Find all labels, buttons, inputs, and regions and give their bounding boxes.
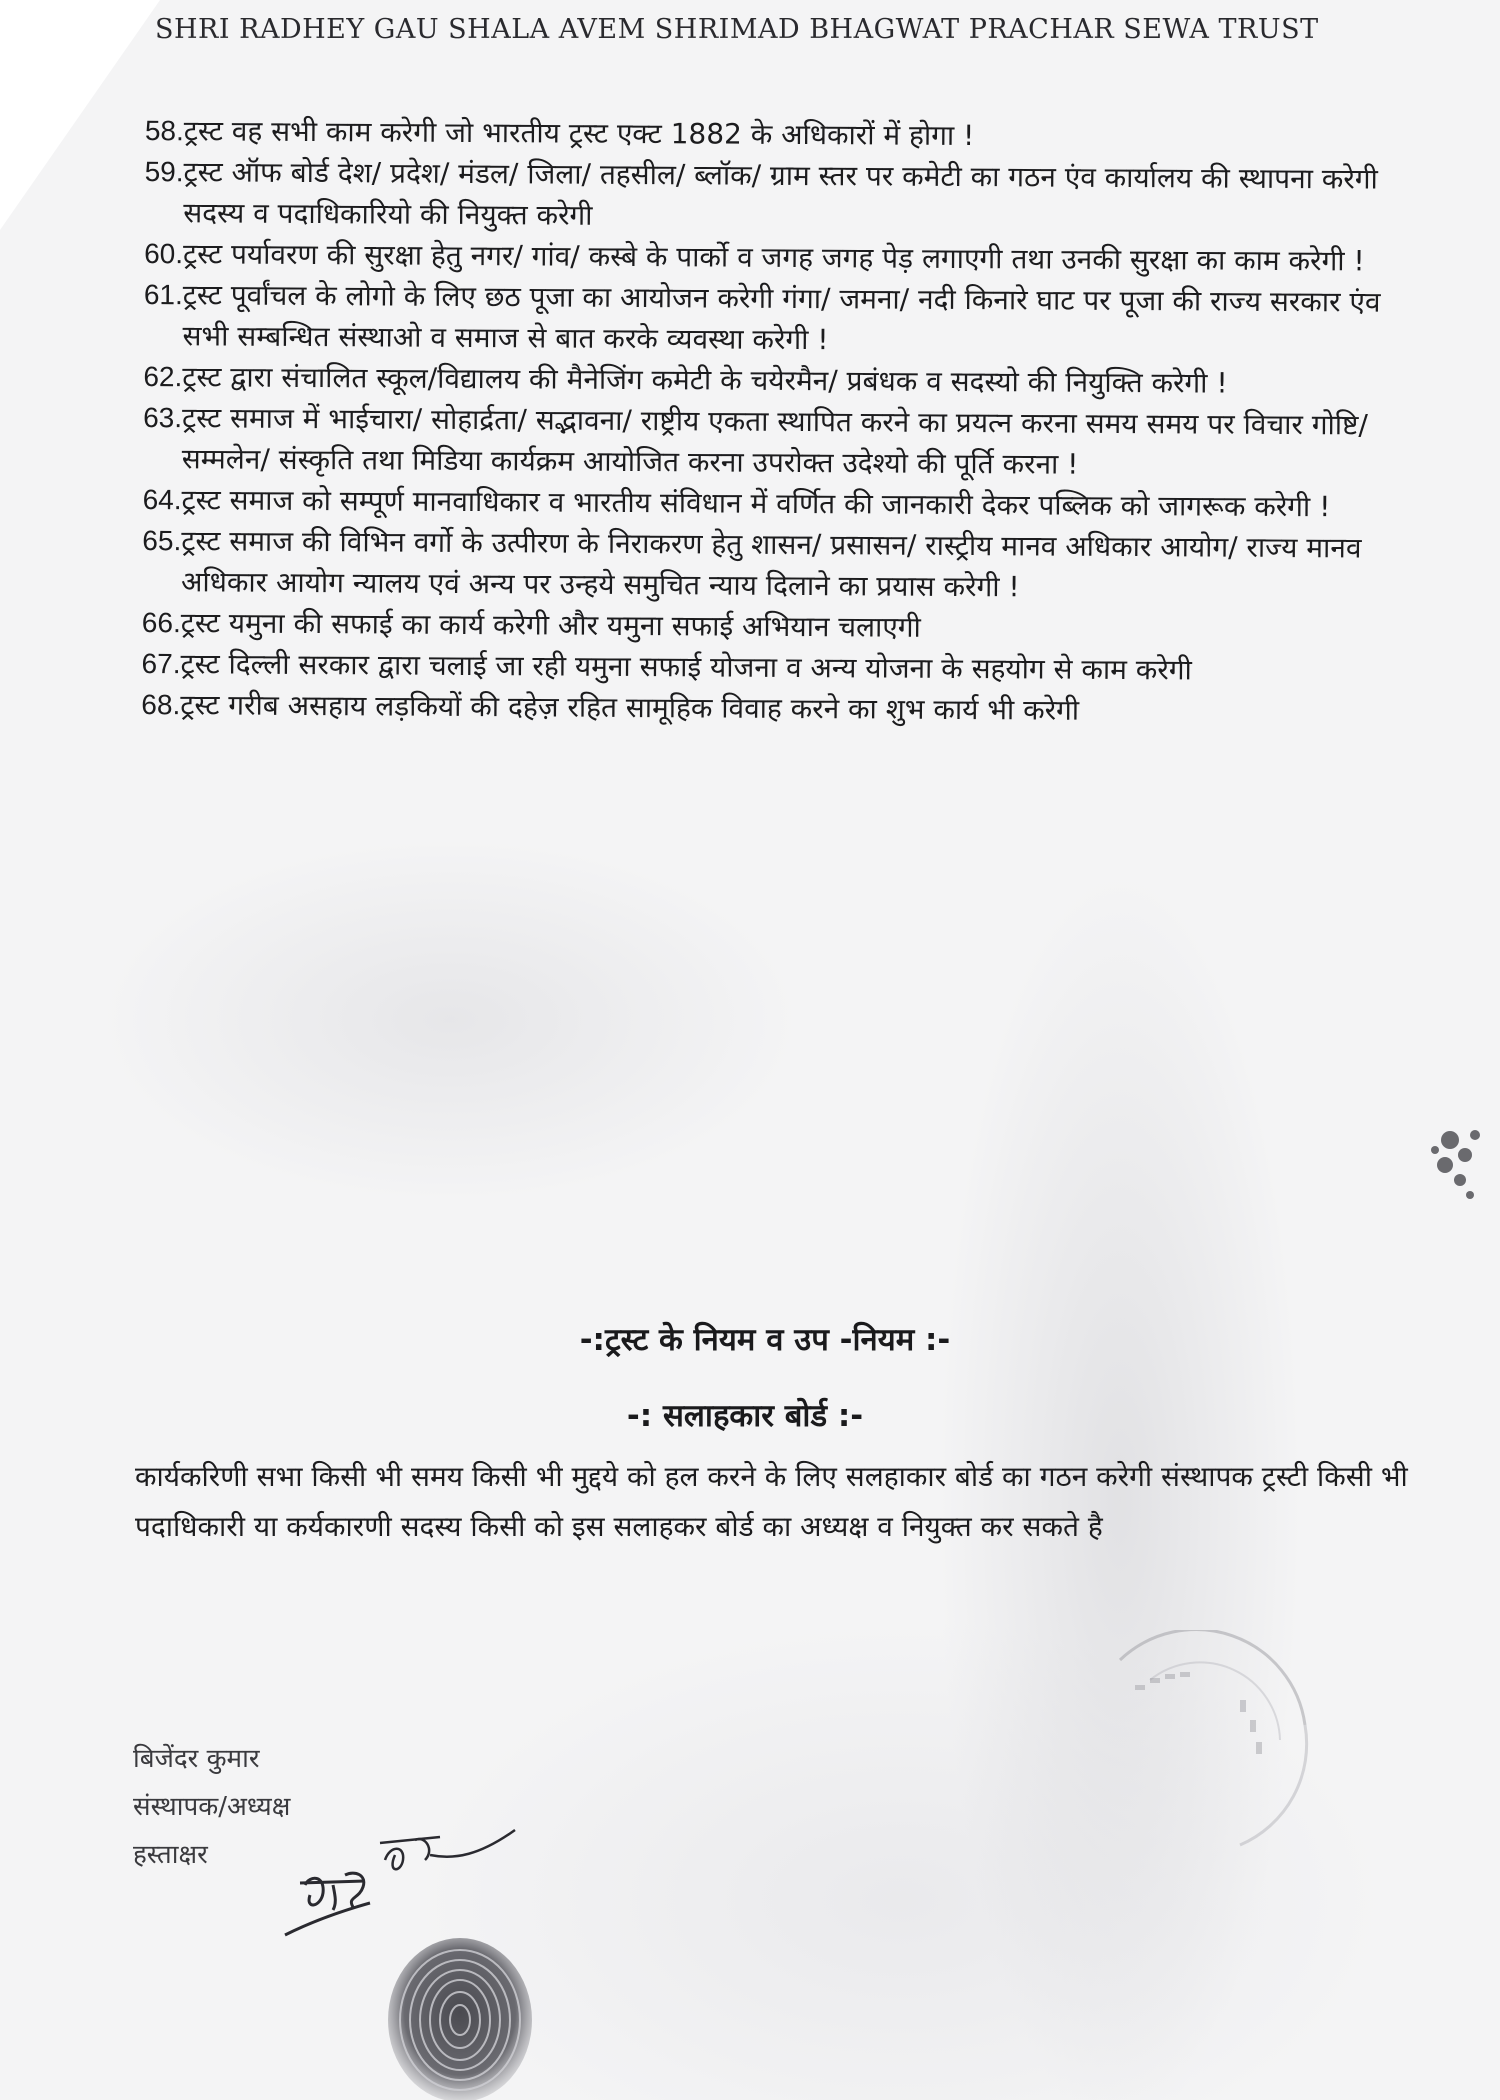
advisory-board-heading: -: सलाहकार बोर्ड :-: [626, 1398, 864, 1434]
signatory-designation: संस्थापक/अध्यक्ष: [133, 1792, 291, 1822]
advisory-paragraph: कार्यकरिणी सभा किसी भी समय किसी भी मुद्दये को हल करने के लिए सलहाकार बोर्ड का गठन करेगी संस्थापक ट्रस्टी किसी भी पदाधिकारी या कर्यकारणी सदस्य किसी को इस सलाहकर बोर्ड का अध्यक्ष व नियुक्त कर सकते है: [135, 1460, 1408, 1543]
clause-text: ट्रस्ट दिल्ली सरकार द्वारा चलाई जा रही यमुना सफाई योजना व अन्य योजना के सहयोग से काम करेगी: [180, 647, 1192, 687]
seal-stamp-icon: [1090, 1630, 1320, 1860]
trust-header: SHRI RADHEY GAU SHALA AVEM SHRIMAD BHAGWAT PRACHAR SEWA TRUST: [155, 14, 1319, 45]
ink-smudge-icon: [1390, 1100, 1500, 1220]
clause-text: ट्रस्ट समाज की विभिन वर्गो के उत्पीरण के निराकरण हेतु शासन/ प्रसासन/ रास्ट्रीय मानव अधिकार आयोग/ राज्य मानव अधिकार आयोग न्यालय एवं अन्य पर उन्हये समुचित न्याय दिलाने का प्रयास करेगी !: [180, 524, 1362, 604]
clause-text: ट्रस्ट ऑफ बोर्ड देश/ प्रदेश/ मंडल/ जिला/ तहसील/ ब्लॉक/ ग्राम स्तर पर कमेटी का गठन एंव कार्यालय की स्थापना करेगी सदस्य व पदाधिकारियो की नियुक्त करेगी: [183, 155, 1378, 232]
clause-text: ट्रस्ट द्वारा संचालित स्कूल/विद्यालय की मैनेजिंग कमेटी के चयेरमैन/ प्रबंधक व सदस्यो की नियुक्ति करेगी !: [182, 360, 1228, 400]
clause-text: ट्रस्ट पूर्वांचल के लोगो के लिए छठ पूजा का आयोजन करेगी गंगा/ जमना/ नदी किनारे घाट पर पूजा की राज्य सरकार एंव सभी सम्बन्धित संस्थाओ व समाज से बात करके व्यवस्था करेगी !: [182, 278, 1381, 357]
clause-number: 60.: [144, 237, 184, 270]
clause-number: 63.: [143, 401, 183, 434]
folded-corner: [0, 0, 160, 230]
clause-text: ट्रस्ट समाज को सम्पूर्ण मानवाधिकार व भारतीय संविधान में वर्णित की जानकारी देकर पब्लिक को जागरूक करेगी !: [181, 483, 1331, 524]
clause-number: 61.: [143, 278, 183, 311]
thumbprint-icon: [380, 1925, 540, 2100]
signatory-name: बिजेंदर कुमार: [133, 1744, 260, 1774]
clause-number: 65.: [142, 524, 182, 557]
clause-63: [143, 397, 1423, 487]
clause-number: 62.: [143, 360, 183, 393]
clause-number: 68.: [141, 688, 181, 721]
clause-text: ट्रस्ट यमुना की सफाई का कार्य करेगी और यमुना सफाई अभियान चलाएगी: [180, 606, 921, 644]
clause-text: ट्रस्ट समाज में भाईचारा/ सोहार्द्रता/ सद्भावना/ राष्ट्रीय एकता स्थापित करने का प्रयत्न करना समय समय पर विचार गोष्टि/ सम्मलेन/ संस्कृति तथा मिडिया कार्यक्रम आयोजित करना उपरोक्त उदेश्यो की पूर्ति करना !: [181, 401, 1368, 481]
signature-label: हस्ताक्षर: [133, 1840, 208, 1870]
advisory-board-section: [135, 1452, 1425, 1552]
clause-65: [142, 520, 1422, 610]
clause-number: 59.: [144, 155, 184, 188]
clause-text: ट्रस्ट वह सभी काम करेगी जो भारतीय ट्रस्ट एक्ट 1882 के अधिकारों में होगा !: [183, 114, 975, 153]
clause-text: ट्रस्ट पर्यावरण की सुरक्षा हेतु नगर/ गांव/ कस्बे के पार्को व जगह जगह पेड़ लगाएगी तथा उनकी सुरक्षा का काम करेगी !: [182, 237, 1365, 278]
clause-number: 67.: [141, 647, 181, 680]
clause-68: [141, 684, 1421, 733]
clause-number: 58.: [144, 114, 184, 147]
signatory-block: [133, 1735, 290, 1879]
clause-number: 64.: [142, 483, 182, 516]
clause-list: [141, 110, 1425, 733]
clause-59: [144, 151, 1424, 241]
clause-text: ट्रस्ट गरीब असहाय लड़कियों की दहेज़ रहित सामूहिक विवाह करने का शुभ कार्य भी करेगी: [180, 688, 1080, 727]
clause-number: 66.: [141, 606, 181, 639]
clause-61: [143, 274, 1423, 364]
rules-heading: -:ट्रस्ट के नियम व उप -नियम :-: [579, 1322, 951, 1358]
